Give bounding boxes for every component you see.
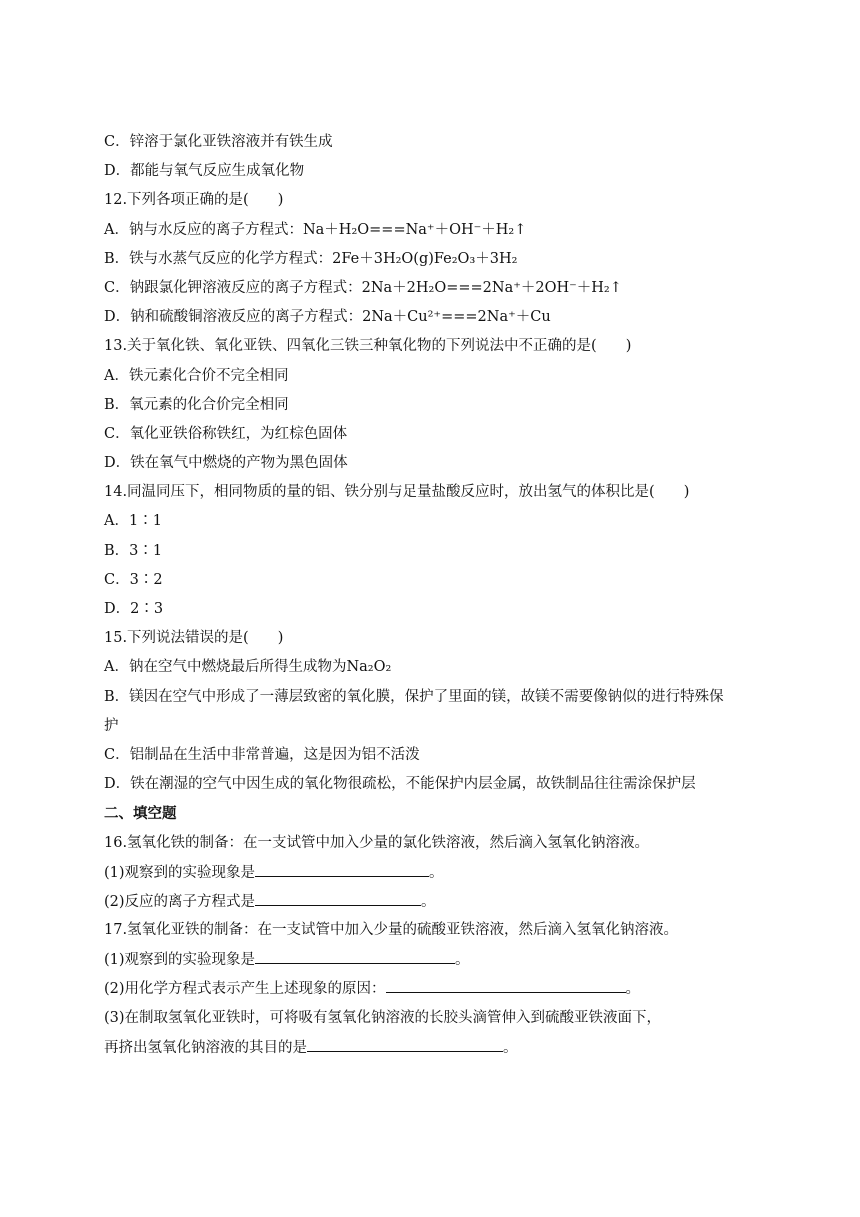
q17-part1-answer-blank[interactable] xyxy=(255,945,455,964)
q16-part1 xyxy=(104,858,764,887)
q15-option-c: C．铝制品在生活中非常普遍，这是因为铝不活泼 xyxy=(104,746,420,763)
q16-part1-end: 。 xyxy=(429,864,444,881)
q16-part1-answer-blank[interactable] xyxy=(255,858,429,877)
q12-option-a: A．钠与水反应的离子方程式：Na＋H₂O===Na⁺＋OH⁻＋H₂↑ xyxy=(104,221,527,238)
q15-stem: 15.下列说法错误的是( ) xyxy=(104,630,284,647)
q16-part2 xyxy=(104,887,764,916)
q14-option-a: A．1∶1 xyxy=(104,513,162,530)
q11-option-c: C．锌溶于氯化亚铁溶液并有铁生成 xyxy=(104,134,333,150)
q15-option-b-line1: B．镁因在空气中形成了一薄层致密的氧化膜，保护了里面的镁，故镁不需要像钠似的进行特殊保 xyxy=(104,688,724,705)
q12-option-d: D．钠和硫酸铜溶液反应的离子方程式：2Na＋Cu²⁺===2Na⁺＋Cu xyxy=(104,309,551,326)
q17-part1-end: 。 xyxy=(455,952,470,969)
q13-option-b: B．氧元素的化合价完全相同 xyxy=(104,396,289,413)
q13-option-d: D．铁在氧气中燃烧的产物为黑色固体 xyxy=(104,455,348,472)
section-title-fill-in: 二、填空题 xyxy=(104,805,177,823)
q11-option-d: D．都能与氧气反应生成氧化物 xyxy=(104,163,305,180)
q13-option-a: A．铁元素化合价不完全相同 xyxy=(104,367,289,384)
q15-option-b-line2: 护 xyxy=(104,717,119,734)
q17-part2-prompt: (2)用化学方程式表示产生上述现象的原因： xyxy=(104,981,386,998)
q12-option-b: B．铁与水蒸气反应的化学方程式：2Fe＋3H₂O(g)Fe₂O₃＋3H₂ xyxy=(104,250,518,267)
q16-part1-prompt: (1)观察到的实验现象是 xyxy=(104,864,256,881)
q17-stem: 17.氢氧化亚铁的制备：在一支试管中加入少量的硫酸亚铁溶液，然后滴入氢氧化钠溶液。 xyxy=(104,922,679,939)
q17-part3-line1: (3)在制取氢氧化亚铁时，可将吸有氢氧化钠溶液的长胶头滴管伸入到硫酸亚铁液面下， xyxy=(104,1009,662,1026)
q15-option-a: A．钠在空气中燃烧最后所得生成物为Na₂O₂ xyxy=(104,659,392,676)
q12-stem: 12.下列各项正确的是( ) xyxy=(104,192,284,209)
question-content xyxy=(104,128,764,1062)
q13-option-c: C．氧化亚铁俗称铁红，为红棕色固体 xyxy=(104,425,348,442)
q17-part3-prompt: 再挤出氢氧化钠溶液的其目的是 xyxy=(104,1039,307,1056)
q17-part3-end: 。 xyxy=(503,1039,518,1056)
q17-part2-end: 。 xyxy=(625,981,641,998)
q17-part3-line2 xyxy=(104,1033,764,1062)
q16-part2-prompt: (2)反应的离子方程式是 xyxy=(104,893,256,910)
q15-option-d: D．铁在潮湿的空气中因生成的氧化物很疏松，不能保护内层金属，故铁制品往往需涂保护层 xyxy=(104,776,696,793)
q14-option-b: B．3∶1 xyxy=(104,542,163,559)
q17-part2-answer-blank[interactable] xyxy=(386,974,626,993)
q14-stem: 14.同温同压下，相同物质的量的铝、铁分别与足量盐酸反应时，放出氢气的体积比是( ) xyxy=(104,484,690,501)
q16-part2-end: 。 xyxy=(421,893,436,910)
q17-part1-prompt: (1)观察到的实验现象是 xyxy=(104,952,256,969)
q17-part1 xyxy=(104,945,764,974)
q12-option-c: C．钠跟氯化钾溶液反应的离子方程式：2Na＋2H₂O===2Na⁺＋2OH⁻＋H₂↑ xyxy=(104,279,622,296)
q13-stem: 13.关于氧化铁、氧化亚铁、四氧化三铁三种氧化物的下列说法中不正确的是( ) xyxy=(104,338,632,355)
q14-option-c: C．3∶2 xyxy=(104,571,163,588)
q16-stem: 16.氢氧化铁的制备：在一支试管中加入少量的氯化铁溶液，然后滴入氢氧化钠溶液。 xyxy=(104,834,650,851)
q17-part2 xyxy=(104,974,764,1003)
q17-part3-answer-blank[interactable] xyxy=(307,1033,503,1052)
q14-option-d: D．2∶3 xyxy=(104,601,164,617)
q16-part2-answer-blank[interactable] xyxy=(255,887,421,906)
